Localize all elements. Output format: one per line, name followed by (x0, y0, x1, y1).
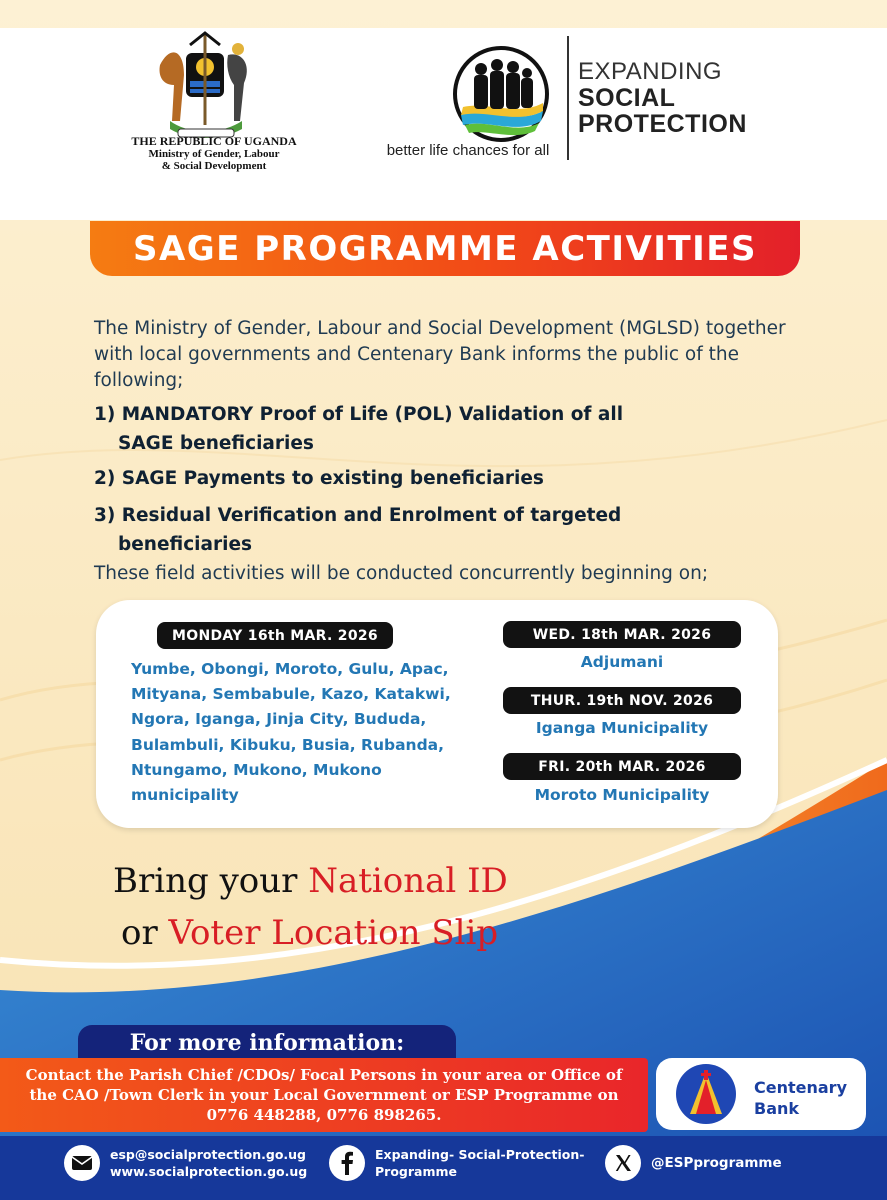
email-icon (64, 1145, 100, 1181)
x-twitter-icon (605, 1145, 641, 1181)
date-pill-wednesday: WED. 18th MAR. 2026 (503, 621, 741, 648)
more-info-heading: For more information: (129, 1030, 405, 1056)
bank-name-line-2: Bank (754, 1099, 800, 1118)
esp-word-protection: PROTECTION (578, 110, 747, 138)
intro-text: The Ministry of Gender, Labour and Social Development (MGLSD) together with local governments and Centenary Bank informs the public of the following; (94, 318, 786, 391)
national-id-highlight: National ID (308, 861, 508, 901)
places-thursday: Iganga Municipality (535, 719, 709, 737)
voter-slip-highlight: Voter Location Slip (168, 913, 499, 953)
title-banner (90, 221, 800, 276)
page-title: SAGE PROGRAMME ACTIVITIES (132, 228, 758, 269)
activity-line-continued: SAGE beneficiaries (118, 433, 314, 454)
esp-people-logo-icon (447, 45, 555, 143)
esp-tagline: better life chances for all (386, 142, 550, 159)
bring-prefix: Bring your (113, 861, 309, 901)
outro-text: These field activities will be conducted concurrently beginning on; (94, 563, 709, 584)
header (0, 28, 887, 220)
footer-website-link[interactable]: www.socialprotection.go.ug (110, 1164, 308, 1179)
ministry-line-2: Ministry of Gender, Labour (148, 148, 280, 160)
ministry-line-3: & Social Development (161, 160, 267, 172)
bring-id-line-1 (113, 857, 533, 905)
places-monday: Yumbe, Obongi, Moroto, Gulu, Apac, Mityana, Sembabule, Kazo, Katakwi, Ngora, Iganga, Jinja City, Bududa, Bulambuli, Kibuku, Busia, Rubanda, Ntungamo, Mukono, Mukono municipality (131, 660, 451, 805)
footer-contacts (110, 1146, 307, 1180)
activity-item (94, 501, 734, 559)
activity-line-continued: beneficiaries (118, 534, 253, 555)
places-wednesday: Adjumani (580, 653, 664, 671)
ministry-line-1: THE REPUBLIC OF UGANDA (131, 134, 297, 148)
centenary-bank-logo-icon (674, 1062, 738, 1126)
esp-divider (567, 36, 569, 160)
date-pill-thursday: THUR. 19th NOV. 2026 (503, 687, 741, 714)
activity-line: 3) Residual Verification and Enrolment of targeted (94, 505, 622, 526)
activity-line: 1) MANDATORY Proof of Life (POL) Validation of all (94, 404, 624, 425)
esp-word-expanding: EXPANDING (578, 58, 723, 85)
footer-twitter-link[interactable]: @ESPprogramme (651, 1155, 782, 1171)
activity-item (94, 400, 734, 458)
date-pill-monday: MONDAY 16th MAR. 2026 (157, 622, 393, 649)
more-info-tab (78, 1025, 456, 1061)
or-prefix: or (121, 913, 169, 953)
contact-box (0, 1058, 648, 1132)
date-pill-friday: FRI. 20th MAR. 2026 (503, 753, 741, 780)
esp-word-social: SOCIAL (578, 84, 676, 112)
contact-text: Contact the Parish Chief /CDOs/ Focal Persons in your area or Office of the CAO /Town Clerk in your Local Government or ESP Programme on 0776 448288, 0776 898265. (25, 1066, 623, 1124)
bring-id-line-2 (121, 909, 541, 957)
activity-line: 2) SAGE Payments to existing beneficiaries (94, 468, 544, 489)
uganda-coat-of-arms-icon (150, 25, 260, 143)
bank-name-line-1: Centenary (754, 1078, 847, 1097)
footer-email-link[interactable]: esp@socialprotection.go.ug (110, 1147, 306, 1162)
activity-item (94, 464, 734, 493)
places-friday: Moroto Municipality (534, 786, 710, 804)
facebook-icon (329, 1145, 365, 1181)
footer-facebook-link[interactable]: Expanding- Social-Protection- Programme (375, 1147, 585, 1179)
